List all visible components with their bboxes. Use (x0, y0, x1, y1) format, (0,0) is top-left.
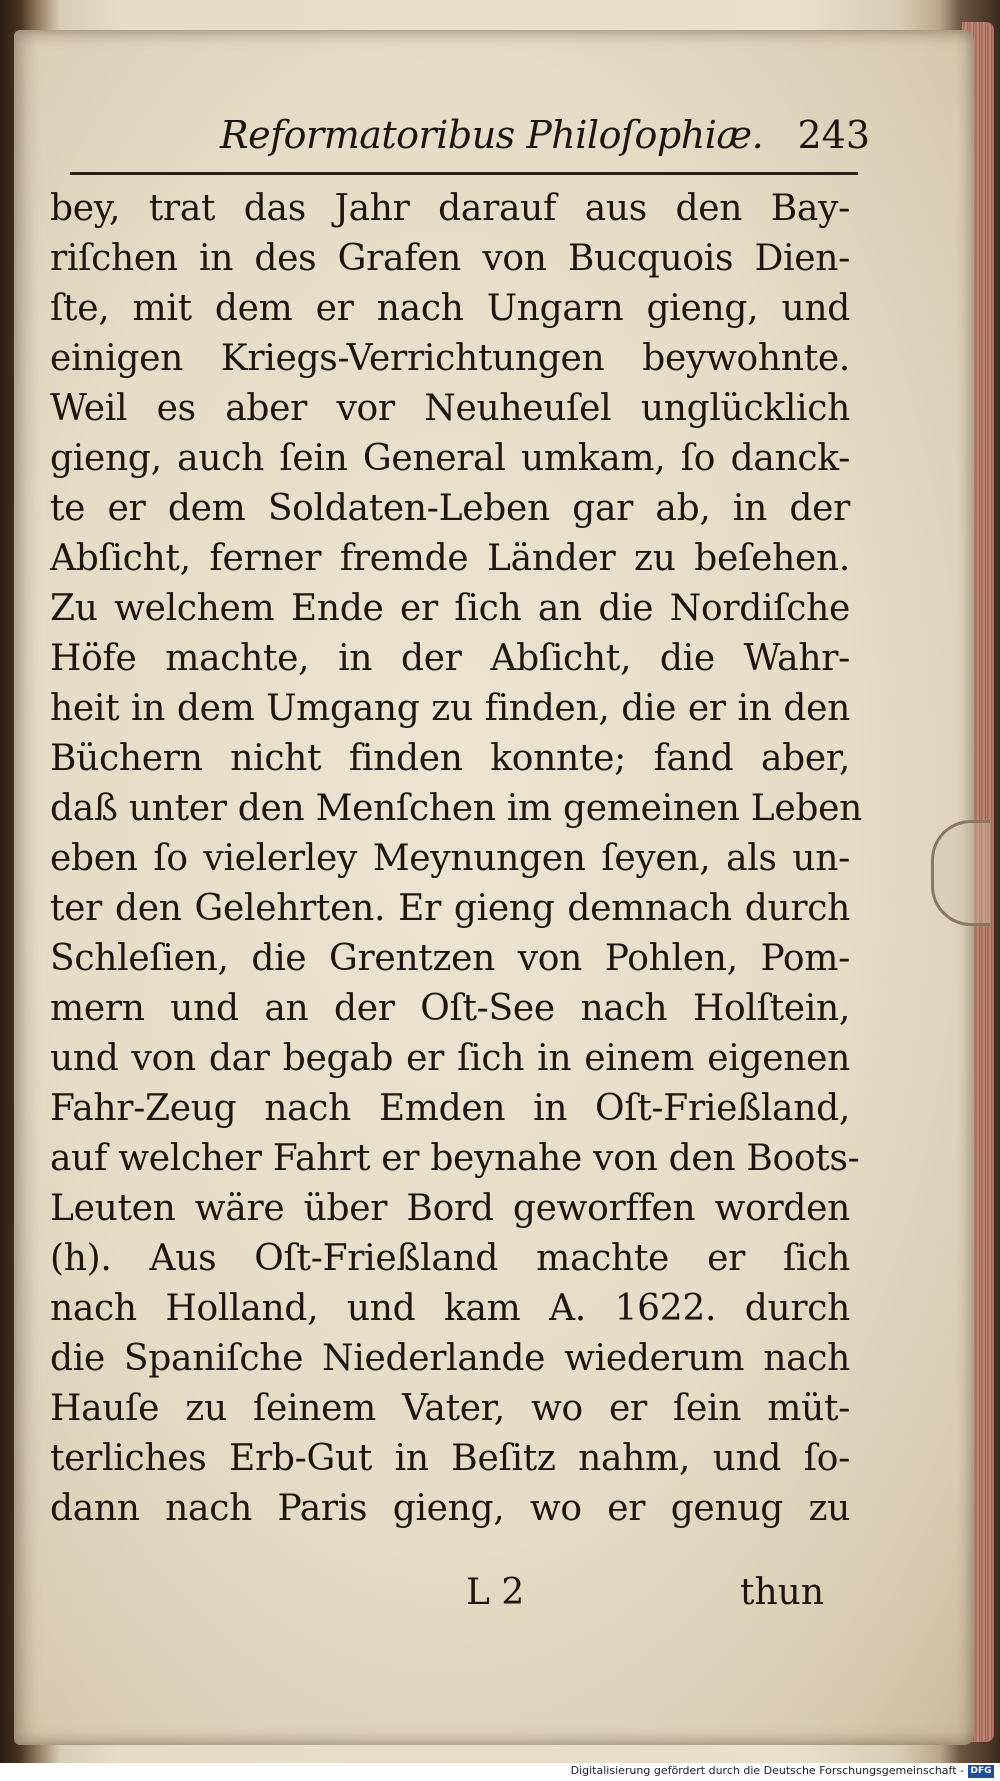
text-line: terliches Erb-Gut in Beſitz nahm, und ſo- (50, 1438, 850, 1479)
text-line: daß unter den Menſchen im gemeinen Leben (50, 788, 862, 829)
text-line: (h). Aus Oſt-Frießland machte er ſich (50, 1238, 850, 1279)
text-line: ter den Gelehrten. Er gieng demnach durch (50, 888, 850, 929)
text-line: te er dem Soldaten-Leben gar ab, in der (50, 488, 850, 529)
text-line: Büchern nicht finden konnte; fand aber, (50, 738, 850, 779)
text-line: Zu welchem Ende er ſich an die Nordiſche (50, 588, 850, 629)
header-rule (70, 172, 858, 175)
text-line: Hauſe zu ſeinem Vater, wo er ſein müt- (50, 1388, 850, 1429)
page-header (220, 113, 870, 169)
catchword: thun (740, 1572, 825, 1613)
text-line: riſchen in des Grafen von Bucquois Dien- (50, 238, 850, 279)
catch-line (0, 1572, 1000, 1622)
text-line: ſte, mit dem er nach Ungarn gieng, und (50, 288, 850, 329)
text-line: gieng, auch ſein General umkam, ſo danck- (50, 438, 850, 479)
text-line: heit in dem Umgang zu finden, die er in den (50, 688, 850, 729)
funding-credit: Digitalisierung gefördert durch die Deutsche Forschungsgemeinschaft - (570, 1764, 964, 1777)
page-number: 243 (797, 113, 870, 157)
text-line: bey, trat das Jahr darauf aus den Bay- (50, 188, 850, 229)
text-line: und von dar begab er ſich in einem eigenen (50, 1038, 850, 1079)
text-line: Höfe machte, in der Abſicht, die Wahr- (50, 638, 850, 679)
body-text (50, 184, 862, 1534)
signature-mark: L 2 (466, 1572, 525, 1613)
text-line: Weil es aber vor Neuheuſel unglücklich (50, 388, 850, 429)
text-line: mern und an der Oſt-See nach Holſtein, (50, 988, 850, 1029)
footer-bar (0, 1763, 1000, 1781)
text-line: nach Holland, und kam A. 1622. durch (50, 1288, 850, 1329)
text-line: Fahr-Zeug nach Emden in Oſt-Frießland, (50, 1088, 850, 1129)
running-title: Reformatoribus Philoſophiæ. (220, 113, 764, 157)
text-line: eben ſo vielerley Meynungen ſeyen, als un- (50, 838, 850, 879)
text-line: Schleſien, die Grentzen von Pohlen, Pom- (50, 938, 850, 979)
text-line: Abſicht, ferner fremde Länder zu beſehen. (50, 538, 850, 579)
page-clip (931, 820, 990, 926)
text-line: Leuten wäre über Bord geworffen worden (50, 1188, 850, 1229)
text-line: einigen Kriegs-Verrichtungen beywohnte. (50, 338, 850, 379)
text-line: die Spaniſche Niederlande wiederum nach (50, 1338, 850, 1379)
dfg-logo: DFG (968, 1765, 994, 1778)
text-line: dann nach Paris gieng, wo er genug zu (50, 1488, 850, 1529)
text-line: auf welcher Fahrt er beynahe von den Boots- (50, 1138, 860, 1179)
